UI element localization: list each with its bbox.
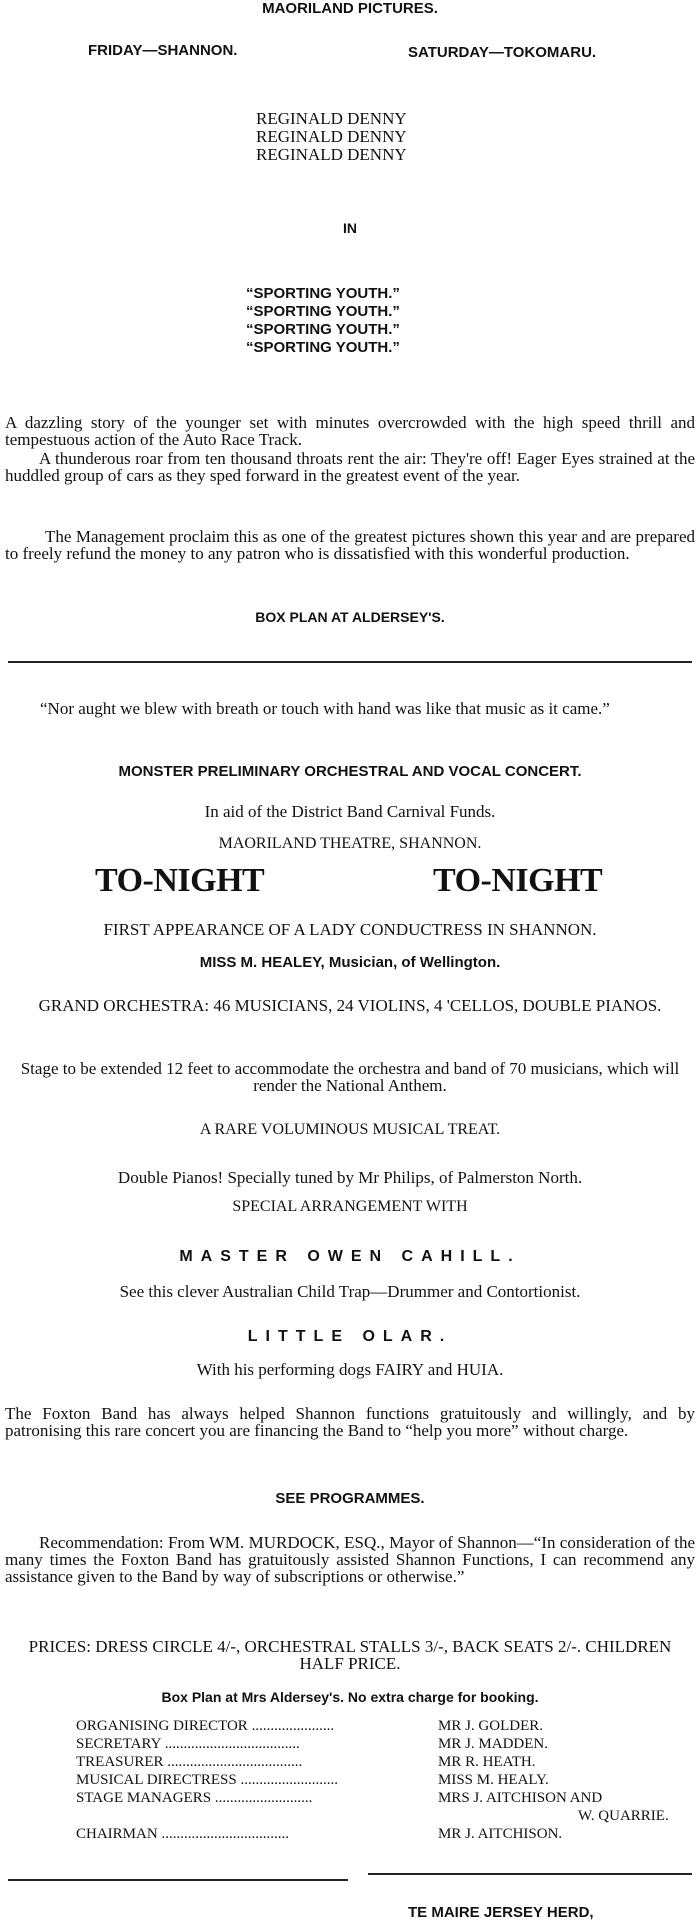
star-name-block — [256, 110, 407, 164]
official-name: MISS M. HEALY. — [438, 1772, 549, 1788]
orchestra-line: GRAND ORCHESTRA: 46 MUSICIANS, 24 VIOLINS, 4 'CELLOS, DOUBLE PIANOS. — [38, 996, 662, 1015]
official-row — [76, 1754, 302, 1771]
leader-dots: .................................... — [164, 1736, 300, 1752]
official-row — [76, 1718, 334, 1735]
film-box-plan: BOX PLAN AT ALDERSEY'S. — [255, 609, 445, 625]
leader-dots: .......................... — [214, 1790, 313, 1806]
olar-description: With his performing dogs FAIRY and HUIA. — [196, 1360, 504, 1379]
leader-dots: .................................. — [161, 1826, 289, 1842]
first-appearance: FIRST APPEARANCE OF A LADY CONDUCTRESS IN SHANNON. — [103, 920, 597, 939]
official-row — [76, 1772, 338, 1789]
official-name: MR J. MADDEN. — [438, 1736, 549, 1752]
in-label: IN — [343, 220, 357, 236]
pianos-line: Double Pianos! Specially tuned by Mr Philips, of Palmerston North. — [117, 1168, 583, 1187]
carnival-funds-line: In aid of the District Band Carnival Funds. — [204, 802, 496, 821]
booking-box-plan: Box Plan at Mrs Aldersey's. No extra charge for booking. — [161, 1689, 539, 1705]
official-name: W. QUARRIE. — [578, 1808, 669, 1824]
rare-treat: A RARE VOLUMINOUS MUSICAL TREAT. — [199, 1121, 501, 1138]
official-row — [76, 1736, 300, 1753]
tonight-right: TO-NIGHT — [433, 862, 603, 899]
official-row — [76, 1826, 289, 1843]
prices-line: PRICES: DRESS CIRCLE 4/-, ORCHESTRAL STALLS 3/-, BACK SEATS 2/-. CHILDREN HALF PRICE. — [28, 1637, 672, 1673]
official-role: CHAIRMAN — [76, 1826, 158, 1842]
official-role: TREASURER — [76, 1754, 164, 1770]
divider — [8, 1879, 348, 1881]
film-title-line: “SPORTING YOUTH.” — [246, 339, 400, 356]
divider — [368, 1873, 692, 1875]
divider — [8, 661, 692, 663]
cahill-heading: MASTER OWEN CAHILL. — [179, 1248, 521, 1265]
official-row — [76, 1790, 312, 1807]
official-role: ORGANISING DIRECTOR — [76, 1718, 248, 1734]
film-title-line: “SPORTING YOUTH.” — [246, 321, 400, 338]
official-role: MUSICAL DIRECTRESS — [76, 1772, 237, 1788]
star-name-line: REGINALD DENNY — [256, 127, 407, 146]
tonight-left: TO-NIGHT — [95, 862, 265, 899]
star-name-line: REGINALD DENNY — [256, 109, 407, 128]
concert-heading: MONSTER PRELIMINARY ORCHESTRAL AND VOCAL CONCERT. — [118, 763, 582, 780]
film-title-block — [246, 285, 400, 357]
film-race-paragraph: A thunderous roar from ten thousand throats rent the air: They're off! Eager Eyes strained at the huddled group of cars as they sped forward in the greatest event of the year. — [5, 449, 695, 485]
mayor-recommendation: Recommendation: From WM. MURDOCK, ESQ., Mayor of Shannon—“In consideration of the many times the Foxton Band has gratuitously assisted Shannon Functions, I can recommend any assistance given to the Band by way of subscriptions or otherwise.” — [5, 1533, 695, 1586]
leader-dots: .......................... — [240, 1772, 338, 1788]
film-title-line: “SPORTING YOUTH.” — [246, 303, 400, 320]
next-advertisement-heading: TE MAIRE JERSEY HERD, — [408, 1904, 594, 1921]
management-paragraph: The Management proclaim this as one of the greatest pictures shown this year and are prepared to freely refund the money to any patron who is dissatisfied with this wonderful production. — [5, 527, 695, 563]
venue-line: MAORILAND THEATRE, SHANNON. — [218, 835, 482, 852]
official-name: MR J. AITCHISON. — [438, 1826, 563, 1842]
stage-line: Stage to be extended 12 feet to accommodate the orchestra and band of 70 musicians, which will render the National Anthem. — [20, 1059, 680, 1095]
foxton-band-paragraph: The Foxton Band has always helped Shannon functions gratuitously and willingly, and by patronising this rare concert you are financing the Band to “help you more” without charge. — [5, 1404, 695, 1440]
leader-dots: ...................... — [251, 1718, 335, 1734]
saturday-venue: SATURDAY—TOKOMARU. — [408, 44, 597, 61]
poem-quote: “Nor aught we blew with breath or touch with hand was like that music as it came.” — [40, 699, 610, 718]
official-name: MR R. HEATH. — [438, 1754, 536, 1770]
film-title-line: “SPORTING YOUTH.” — [246, 285, 400, 302]
official-role: STAGE MANAGERS — [76, 1790, 212, 1806]
star-name-line: REGINALD DENNY — [256, 145, 407, 164]
official-role: SECRETARY — [76, 1736, 161, 1752]
film-description: A dazzling story of the younger set with minutes overcrowded with the high speed thrill and tempestuous action of the Auto Race Track. — [5, 413, 695, 449]
special-arrangement: SPECIAL ARRANGEMENT WITH — [232, 1198, 468, 1215]
leader-dots: .................................... — [167, 1754, 303, 1770]
cahill-description: See this clever Australian Child Trap—Drummer and Contortionist. — [119, 1282, 581, 1301]
official-name: MR J. GOLDER. — [438, 1718, 544, 1734]
friday-venue: FRIDAY—SHANNON. — [88, 42, 238, 59]
pictures-title: MAORILAND PICTURES. — [262, 0, 438, 17]
olar-heading: LITTLE OLAR. — [247, 1328, 453, 1345]
healey-line: MISS M. HEALEY, Musician, of Wellington. — [199, 954, 501, 971]
see-programmes: SEE PROGRAMMES. — [275, 1490, 425, 1507]
official-name: MRS J. AITCHISON AND — [438, 1790, 603, 1806]
